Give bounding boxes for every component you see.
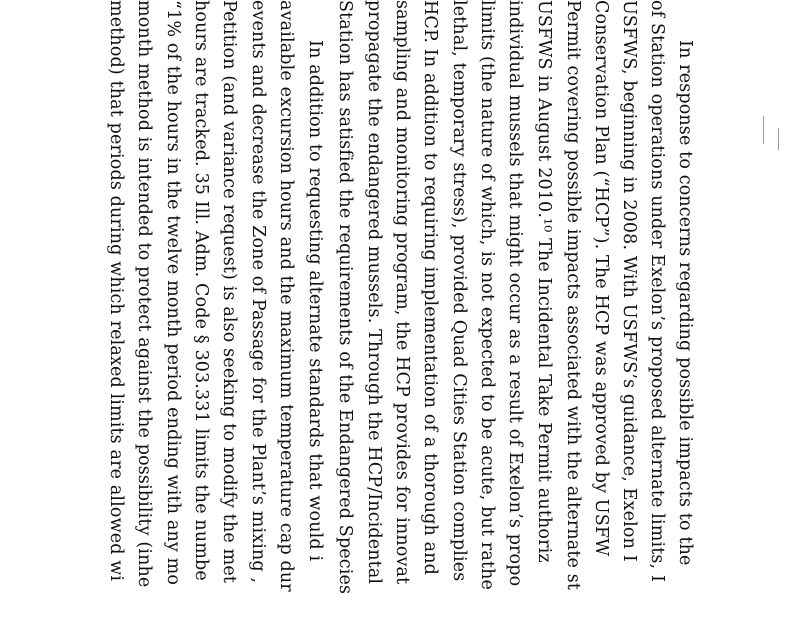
text-line: In addition to requesting alternate standards that would i [305, 40, 325, 562]
text-line: available excursion hours and the maximum temperature cap dur [276, 0, 296, 592]
text-line: limits (the nature of which, is not expected to be acute, but rathe [477, 0, 497, 591]
text-line: USFWS in August 2010.¹⁰ The Incidental Take Permit authoriz [534, 0, 554, 563]
text-line: lethal, temporary stress), provided Quad Cities Station complies [449, 0, 469, 582]
text-line: individual mussels that might occur as a result of Exelon’s propo [505, 0, 525, 587]
scan-mark-top [763, 116, 764, 144]
document-text [105, 0, 700, 618]
text-line: HCP. In addition to requiring implementation of a thorough and [420, 0, 440, 575]
text-line: Conservation Plan (“HCP”). The HCP was approved by USFW [591, 0, 611, 557]
text-line: events and decrease the Zone of Passage for the Plant’s mixing , [248, 0, 268, 584]
text-line: Permit covering possible impacts associated with the alternate st [563, 0, 583, 591]
text-line: propagate the endangered mussels. Through the HCP/Incidental [364, 0, 384, 585]
text-line: of Station operations under Exelon’s proposed alternate limits, I [647, 0, 667, 583]
text-line: Station has satisfied the requirements of the Endangered Species [335, 0, 355, 595]
text-line: sampling and monitoring program, the HCP provides for innovat [392, 0, 412, 585]
scan-mark-bottom [778, 128, 779, 150]
text-line: month method is intended to protect against the possibility (inhe [134, 0, 154, 588]
text-line: USFWS, beginning in 2008. With USFWS’s guidance, Exelon I [619, 0, 639, 562]
text-line: Petition (and variance request) is also seeking to modify the met [219, 0, 239, 584]
text-line: In response to concerns regarding possible impacts to the [675, 40, 695, 566]
text-line: method) that periods during which relaxed limits are allowed wi [106, 0, 126, 582]
text-line: “1% of the hours in the twelve month period ending with any mo [163, 0, 183, 586]
text-line: hours are tracked. 35 Ill. Adm. Code § 303.331 limits the numbe [191, 0, 211, 581]
